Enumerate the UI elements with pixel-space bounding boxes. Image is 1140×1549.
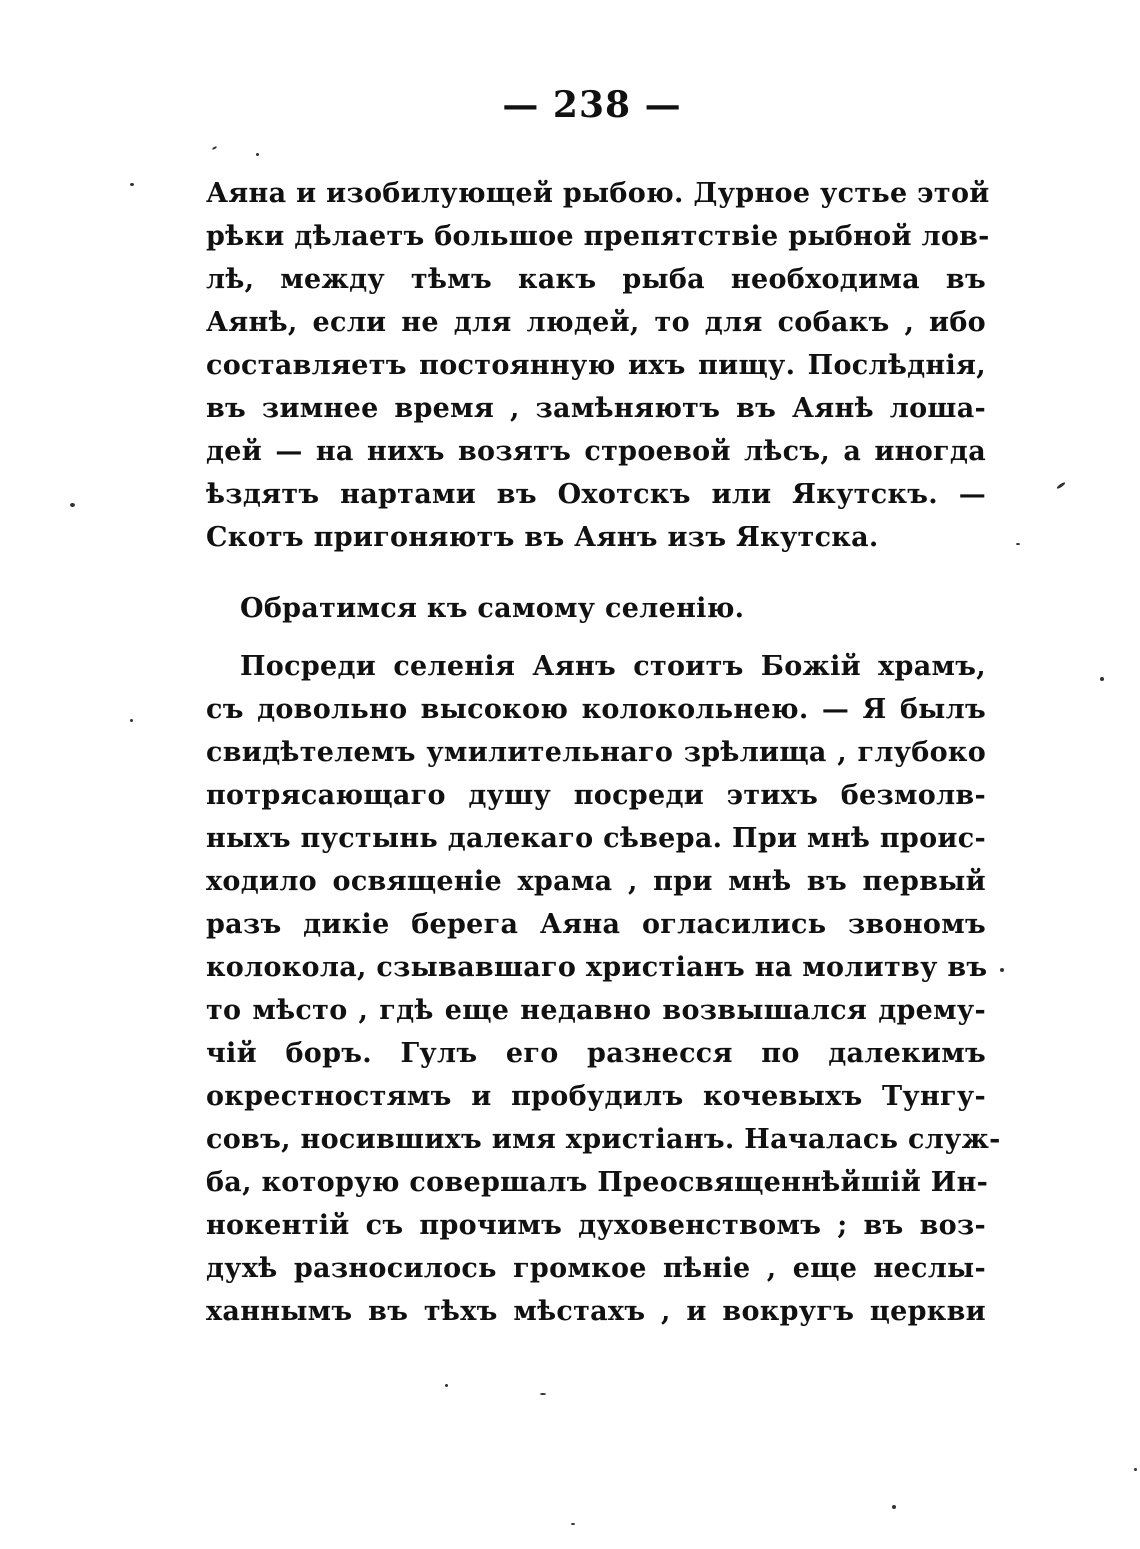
scan-speck: [130, 183, 134, 186]
scan-speck: [212, 146, 217, 150]
text-line: потрясающаго душу посреди этихъ безмолв-: [206, 780, 986, 811]
text-line: то мѣсто , гдѣ еще недавно возвышался дрему-: [206, 995, 986, 1026]
text-line: разъ дикіе берега Аяна огласились звономъ: [206, 909, 986, 940]
text-line: совъ, носившихъ имя христіанъ. Началась служ-: [206, 1124, 1001, 1155]
text-line: ба, которую совершалъ Преосвященнѣйшій Ин-: [206, 1167, 989, 1198]
text-line: рѣки дѣлаетъ большое препятствіе рыбной лов-: [206, 221, 990, 252]
text-line: духѣ разносилось громкое пѣніе , еще неслы-: [206, 1253, 986, 1284]
text-line: чій боръ. Гулъ его разнесся по далекимъ: [206, 1038, 986, 1069]
scan-speck: [445, 1384, 448, 1387]
text-line: ѣздятъ нартами въ Охотскъ или Якутскъ. —: [206, 479, 986, 510]
paragraph-settlement-intro: [206, 587, 986, 630]
text-line: ханнымъ въ тѣхъ мѣстахъ , и вокругъ церкви: [206, 1296, 986, 1327]
text-line: съ довольно высокою колокольнею. — Я былъ: [206, 694, 986, 725]
text-line: дей — на нихъ возятъ строевой лѣсъ, а иногда: [206, 436, 986, 467]
scan-speck: [70, 503, 75, 507]
text-line: свидѣтелемъ умилительнаго зрѣлища , глубоко: [206, 737, 986, 768]
scan-speck: [130, 719, 133, 722]
text-line: колокола, сзывавшаго христіанъ на молитву въ: [206, 952, 988, 983]
text-line: ныхъ пустынь далекаго сѣвера. При мнѣ проис-: [206, 823, 986, 854]
scan-speck: [1000, 968, 1004, 972]
scan-speck: [1134, 1468, 1137, 1471]
text-line: ходило освященіе храма , при мнѣ въ первый: [206, 866, 986, 897]
scan-speck: [892, 1505, 896, 1509]
text-line: составляетъ постоянную ихъ пищу. Послѣднія,: [206, 350, 986, 381]
text-line: Обратимся къ самому селенію.: [240, 593, 745, 624]
scan-speck: [1100, 677, 1104, 681]
text-line: въ зимнее время , замѣняютъ въ Аянѣ лоша-: [206, 393, 986, 424]
text-line: нокентій съ прочимъ духовенствомъ ; въ воз-: [206, 1210, 986, 1241]
page-number: — 238 —: [502, 84, 682, 126]
scan-speck: [1056, 481, 1066, 489]
text-line: Аяна и изобилующей рыбою. Дурное устье этой: [206, 178, 990, 209]
paragraph-river-description: [206, 172, 990, 559]
text-line: лѣ, между тѣмъ какъ рыба необходима въ: [206, 264, 986, 295]
text-line: Посреди селенія Аянъ стоитъ Божій храмъ,: [240, 651, 986, 682]
text-line: Скотъ пригоняютъ въ Аянъ изъ Якутска.: [206, 522, 879, 553]
scan-speck: [256, 153, 259, 156]
text-line: Аянѣ, если не для людей, то для собакъ , ибо: [206, 307, 986, 338]
scan-speck: [571, 1523, 575, 1525]
text-line: окрестностямъ и пробудилъ кочевыхъ Тунгу-: [206, 1081, 986, 1112]
scan-speck: [540, 1393, 546, 1395]
scan-speck: [1016, 543, 1020, 545]
paragraph-church-consecration: [206, 645, 1001, 1333]
